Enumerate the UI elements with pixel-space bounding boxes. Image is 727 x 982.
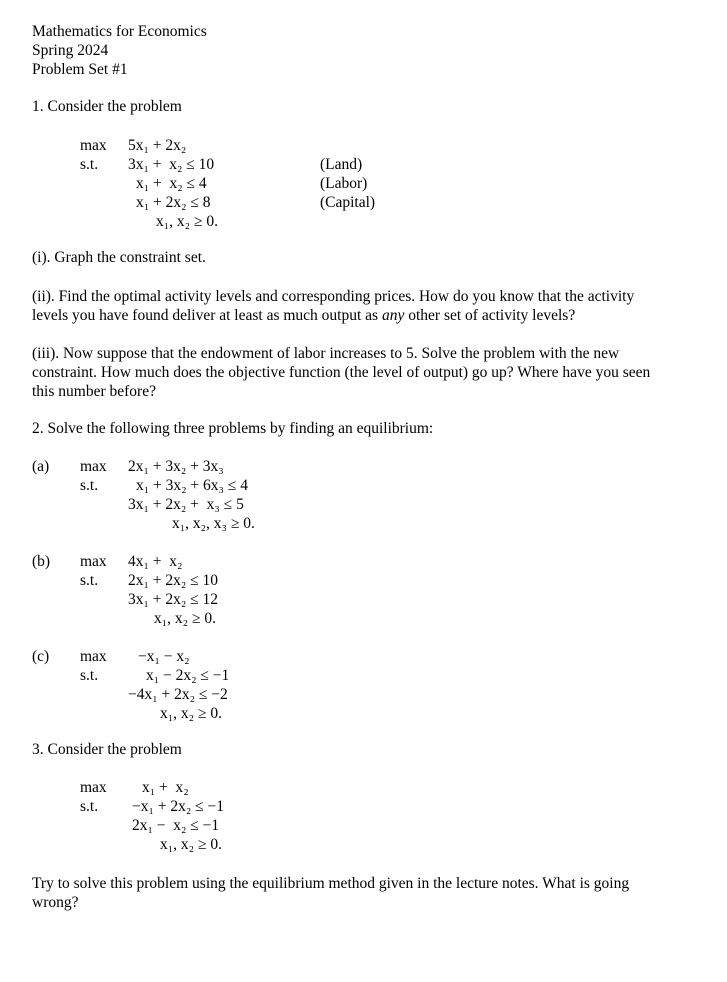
p2b-st-label: s.t. xyxy=(80,572,99,589)
p2b-objective: 4x₁ + x₂ xyxy=(128,553,183,570)
p1-constraint-labor: x₁ + x₂ ≤ 4 xyxy=(136,175,207,192)
p3-question: Try to solve this problem using the equilibrium method given in the lecture notes. What is going wrong? xyxy=(32,875,630,911)
p2c-max-label: max xyxy=(80,648,107,665)
p1-max-label: max xyxy=(80,137,107,154)
p2c-objective: −x₁ − x₂ xyxy=(138,648,190,665)
p1-question-i: (i). Graph the constraint set. xyxy=(32,249,206,266)
p1-constraint-capital: x₁ + 2x₂ ≤ 8 xyxy=(136,194,211,211)
p3-objective: x₁ + x₂ xyxy=(142,779,189,796)
p1-nonnegativity: x₁, x₂ ≥ 0. xyxy=(156,213,218,230)
term: Spring 2024 xyxy=(32,42,109,59)
p1-question-ii xyxy=(32,287,672,325)
p2a-nonnegativity: x₁, x₂, x₃ ≥ 0. xyxy=(172,515,255,532)
p3-constraint-2: 2x₁ − x₂ ≤ −1 xyxy=(132,817,220,834)
problem-1-intro: 1. Consider the problem xyxy=(32,98,182,115)
p1-question-ii-part-a: (ii). Find the optimal activity levels and corresponding prices. How do you know that the activity levels you have found deliver at least as much output as xyxy=(32,288,635,324)
p2c-constraint-2: −4x₁ + 2x₂ ≤ −2 xyxy=(128,686,228,703)
problem-3-intro: 3. Consider the problem xyxy=(32,741,182,758)
problem-2-intro: 2. Solve the following three problems by finding an equilibrium: xyxy=(32,420,434,437)
p2c-st-label: s.t. xyxy=(80,667,99,684)
p3-max-label: max xyxy=(80,779,107,796)
p1-objective: 5x₁ + 2x₂ xyxy=(128,137,187,154)
p2b-label: (b) xyxy=(32,553,51,570)
p1-capital-tag: (Capital) xyxy=(320,194,376,211)
course-title: Mathematics for Economics xyxy=(32,23,207,40)
p2b-max-label: max xyxy=(80,553,107,570)
p1-land-tag: (Land) xyxy=(320,156,363,173)
p1-constraint-land: 3x₁ + x₂ ≤ 10 xyxy=(128,156,215,173)
p1-st-label: s.t. xyxy=(80,156,99,173)
p2b-nonnegativity: x₁, x₂ ≥ 0. xyxy=(154,610,216,627)
p3-nonnegativity: x₁, x₂ ≥ 0. xyxy=(160,836,222,853)
p3-st-label: s.t. xyxy=(80,798,99,815)
p1-labor-tag: (Labor) xyxy=(320,175,368,192)
p2a-constraint-2: 3x₁ + 2x₂ + x₃ ≤ 5 xyxy=(128,496,244,513)
p2a-objective: 2x₁ + 3x₂ + 3x₃ xyxy=(128,458,224,475)
p2a-max-label: max xyxy=(80,458,107,475)
p2b-constraint-2: 3x₁ + 2x₂ ≤ 12 xyxy=(128,591,219,608)
p2c-constraint-1: x₁ − 2x₂ ≤ −1 xyxy=(146,667,230,684)
p2b-constraint-1: 2x₁ + 2x₂ ≤ 10 xyxy=(128,572,219,589)
p2a-constraint-1: x₁ + 3x₂ + 6x₃ ≤ 4 xyxy=(136,477,248,494)
p1-question-ii-emphasis: any xyxy=(381,307,405,324)
problem-set-number: Problem Set #1 xyxy=(32,61,128,78)
p3-constraint-1: −x₁ + 2x₂ ≤ −1 xyxy=(132,798,225,815)
p2c-label: (c) xyxy=(32,648,50,665)
p2a-label: (a) xyxy=(32,458,50,475)
p2a-st-label: s.t. xyxy=(80,477,99,494)
p2c-nonnegativity: x₁, x₂ ≥ 0. xyxy=(160,705,222,722)
p1-question-iii: (iii). Now suppose that the endowment of labor increases to 5. Solve the problem with the new constraint. How much does the objective function (the level of output) go up? Where have you seen this number before? xyxy=(32,345,651,400)
p1-question-ii-part-b: other set of activity levels? xyxy=(404,307,576,324)
